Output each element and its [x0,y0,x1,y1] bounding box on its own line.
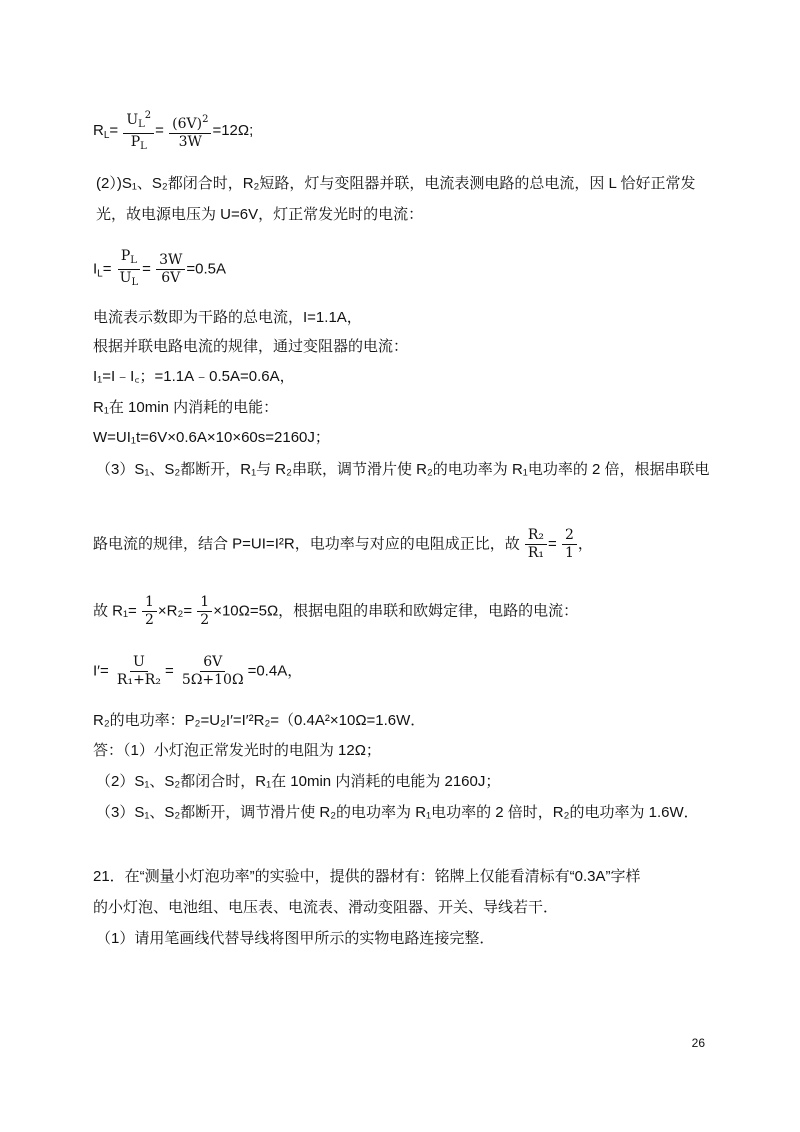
fraction-one-half [197,594,212,629]
equals-sign: = [155,121,164,139]
fraction-3w-over-6v [156,252,185,287]
fraction-numerator: R₂ [525,527,547,545]
fraction-numerator: $P_L$ [118,248,140,270]
text-line: 的小灯泡、电池组、电压表、电流表、滑动变阻器、开关、导线若干． [93,899,559,916]
formula-result: =0.5A [186,260,226,278]
formula-total-current-line [93,654,302,689]
formula-symbol: I′= [93,662,109,680]
text-line: （3）S₁、S₂都断开，调节滑片使 R₂的电功率为 R₁电功率的 2 倍时，R₂的电功率为 1.6W． [96,804,699,821]
equals-sign: = [164,662,174,680]
formula-result: =0.4A， [247,662,303,680]
formula-symbol: I [93,260,98,278]
fraction-numerator: 6V [200,654,225,672]
fraction-6v-over-15ohm [179,654,247,689]
fraction-denominator: $U_L$ [119,270,139,288]
text-line: 光，故电源电压为 U=6V，灯正常发光时的电流： [96,206,424,223]
fraction-u-over-r1r2 [114,654,164,689]
page-number: 26 [691,1036,705,1050]
fraction-denominator: 5Ω+10Ω [181,672,244,688]
fraction-one-half [142,594,157,629]
fraction-denominator: R₁+R₂ [116,672,161,688]
text-line: （2）S₁、S₂都闭合时，R₁在 10min 内消耗的电能为 2160J； [96,773,501,790]
text-segment: ×10Ω=5Ω，根据电阻的串联和欧姆定律，电路的电流： [213,602,579,620]
answer-heading: 答：（1）小灯泡正常发光时的电阻为 12Ω； [93,742,381,759]
fraction-6v2-over-3w [169,111,211,151]
text-line: R₁在 10min 内消耗的电能： [93,399,279,416]
fraction-denominator: 6V [161,270,181,286]
equals-sign: = [548,535,557,553]
fraction-r2-over-r1 [525,527,547,562]
text-segment: ×R₂= [157,602,193,620]
fraction-denominator: 3W [178,134,202,150]
formula-current-line [93,248,226,291]
text-line: W=UI₁t=6V×0.6A×10×60s=2160J； [93,429,330,446]
fraction-numerator: 1 [197,594,212,612]
formula-result: =12Ω; [212,121,254,139]
fraction-denominator: 1 [564,545,574,561]
fraction-denominator: 2 [145,612,154,628]
formula-ratio-line [93,527,593,562]
formula-symbol: R [93,121,104,139]
equals-sign: = [102,260,112,278]
formula-resistance-line [93,107,253,155]
equals-sign: = [142,260,151,278]
text-segment: 故 R₁= [93,602,137,620]
fraction-denominator: R₁ [527,545,545,561]
equals-sign: = [109,121,119,139]
formula-subscript: L [97,268,103,280]
fraction-denominator: $P_L$ [130,134,147,152]
text-line: （1）请用笔画线代替导线将图甲所示的实物电路连接完整． [96,930,495,947]
fraction-denominator: 2 [200,612,210,628]
fraction-numerator: $U_L^2$ [123,107,154,134]
question-21-title: 21．在“测量小灯泡功率”的实验中，提供的器材有：铭牌上仅能看清标有“0.3A”字样 [93,868,641,885]
text-line: R₂的电功率：P₂=U₂I′=I′²R₂=（0.4A²×10Ω=1.6W． [93,712,426,729]
fraction-numerator: $(6V)^2$ [169,111,211,134]
fraction-numerator: 3W [156,252,185,270]
formula-subscript: L [103,129,110,141]
fraction-numerator: 2 [562,527,577,545]
text-line: 根据并联电路电流的规律，通过变阻器的电流： [93,338,409,355]
text-line: I₁=I﹣I꜀；=1.1A﹣0.5A=0.6A， [93,368,295,385]
fraction-2-over-1 [562,527,577,562]
formula-r1-line [93,594,578,629]
fraction-numerator: U [130,654,148,672]
text-line: 电流表示数即为干路的总电流，I=1.1A， [93,309,362,326]
fraction-pl-over-ul [117,248,141,291]
text-line: (2）)S₁、S₂都闭合时，R₂短路，灯与变阻器并联，电流表测电路的总电流，因 L 恰好正常发 [96,175,696,192]
fraction-ul2-over-pl [123,107,154,155]
fraction-numerator: 1 [142,594,157,612]
text-line: （3）S₁、S₂都断开，R₁与 R₂串联，调节滑片使 R₂的电功率为 R₁电功率的 2 倍，根据串联电 [96,461,710,478]
punctuation: ， [577,535,593,553]
text-segment: 路电流的规律，结合 P=UI=I²R，电功率与对应的电阻成正比，故 [93,535,520,553]
